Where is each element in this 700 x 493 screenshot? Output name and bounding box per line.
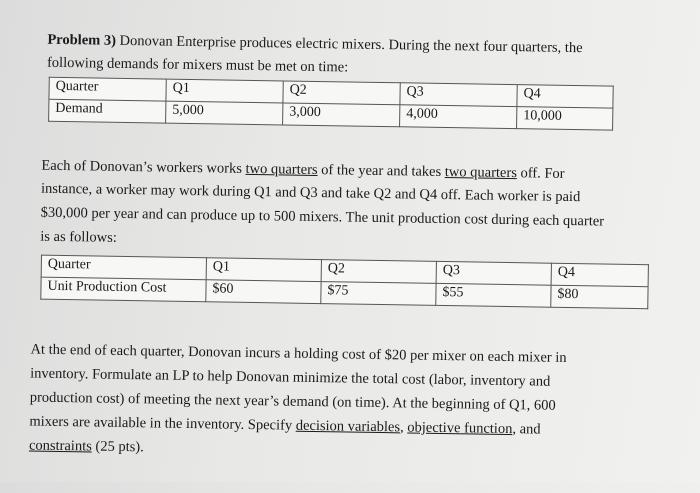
table-cell: Q3 [436,261,551,285]
workers-line-1: Each of Donovan’s workers works two quarters of the year and takes two quarters off. For [41,157,565,182]
workers-line-3: $30,000 per year and can produce up to 500 mixers. The unit production cost during each quarter [40,204,605,230]
table-cell: Unit Production Cost [41,277,206,302]
intro-line-1: Problem 3) Donovan Enterprise produces electric mixers. During the next four quarters, the [47,31,583,57]
cost-table [40,255,649,310]
table-cell: $80 [551,285,648,309]
table-cell: Q2 [321,260,436,284]
table-cell: Q4 [551,263,648,287]
closing-line-5: constraints (25 pts). [28,437,144,456]
table-cell: Demand [49,99,166,123]
closing-line-2: inventory. Formulate an LP to help Donovan minimize the total cost (labor, inventory and [30,365,551,390]
table-cell: $75 [321,282,436,306]
table-cell: Q1 [206,258,321,282]
table-cell: $60 [206,280,321,304]
table-cell: 5,000 [166,101,283,125]
workers-line-4: is as follows: [40,228,117,246]
table-cell: $55 [436,283,551,307]
demand-table [48,77,614,131]
workers-line-2: instance, a worker may work during Q1 and Q3 and take Q2 and Q4 off. Each worker is paid [40,180,581,206]
table-cell: 3,000 [283,103,400,127]
table-cell: 4,000 [400,105,517,129]
table-cell: Q4 [517,85,613,109]
problem-label: Problem 3) [47,31,117,49]
intro-line-2: following demands for mixers must be met on time: [46,54,349,76]
closing-line-4: mixers are available in the inventory. Specify decision variables, objective function, and [29,413,541,438]
table-cell: Quarter [41,255,206,280]
closing-line-1: At the end of each quarter, Donovan incurs a holding cost of $20 per mixer on each mixer in [30,341,567,366]
table-cell: Q2 [283,81,400,105]
table-cell: Quarter [49,77,166,101]
table-cell: 10,000 [517,107,613,131]
table-cell: Q3 [400,83,517,107]
table-cell: Q1 [166,79,283,103]
closing-line-3: production cost) of meeting the next year’s demand (on time). At the beginning of Q1, 600 [29,389,556,414]
